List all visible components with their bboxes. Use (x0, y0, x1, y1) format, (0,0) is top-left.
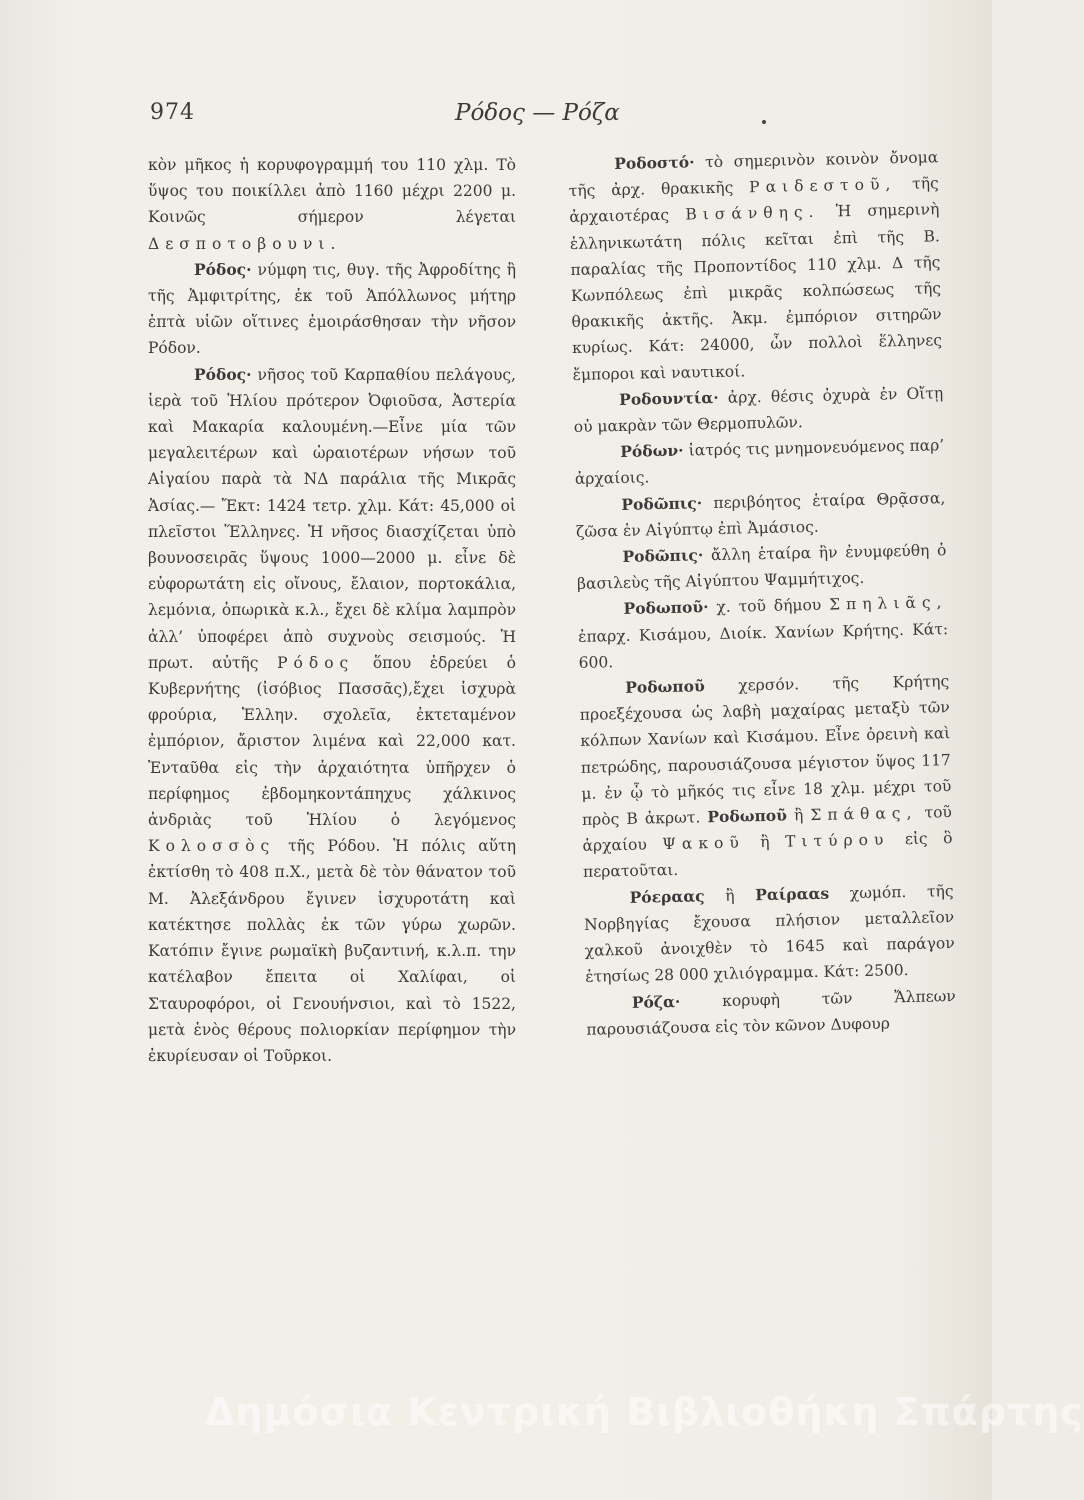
entry-continuation (148, 152, 516, 257)
spaced-name: Σπηλιᾶς, (828, 593, 948, 615)
spaced-name: Δεσποτοβουνι. (148, 234, 342, 253)
entry-text: νύμφη τις, θυγ. τῆς Ἀφροδίτης ἢ τῆς Ἀμφιτρίτης, ἐκ τοῦ Ἀπόλλωνος μήτηρ ἑπτὰ υἱῶν οἵτινες ἐμοιράσθησαν τὴν νῆσον Ρόδον. (148, 260, 516, 358)
entry-text: νῆσος τοῦ Καρπαθίου πελάγους, ἱερὰ τοῦ Ἡλίου πρότερον Ὀφιοῦσα, Ἀστερία καὶ Μακαρία καλουμένη.—Εἶνε μία τῶν μεγαλειτέρων καὶ ὡραιοτέρων νήσων τοῦ Αἰγαίου παρὰ τὰ ΝΔ παράλια τῆς Μικρᾶς Ἀσίας.— Ἔκτ: 1424 τετρ. χλμ. Κάτ: 45,000 οἱ πλεῖστοι Ἕλληνες. Ἡ νῆσος διασχίζεται ὑπὸ βουνοσειρᾶς ὕψους 1000—2000 μ. εἶνε δὲ εὐφορωτάτη εἰς οἴνους, ἔλαιον, πορτοκάλια, λεμόνια, ὀπωρικὰ κ.λ., ἔχει δὲ κλίμα λαμπρὸν ἀλλ’ ὑποφέρει ἀπὸ συχνοὺς σεισμούς. Ἡ πρωτ. αὐτῆς (148, 365, 516, 672)
entry-headword: Ροδῶπις· (621, 492, 703, 514)
entry-rodos-nymph (148, 257, 516, 362)
entry-text: χερσόν. τῆς Κρήτης προεξέχουσα ὡς λαβὴ μαχαίρας μεταξὺ τῶν κόλπων Χανίων καὶ Κισάμου. Εἶνε ὀρεινὴ καὶ πετρώδης, παρουσιάζουσα μέγιστον ὕψος 117 μ. ἐν ᾧ τὸ μῆκός τις εἶνε 18 χλμ. μέχρι τοῦ πρὸς Β ἀκρωτ. (579, 672, 952, 829)
entry-text: τὸ σημερινὸν κοινὸν ὄνομα τῆς ἀρχ. θρακικῆς (568, 148, 939, 201)
entry-text: ἢ (725, 886, 735, 905)
entry-rodosto (568, 144, 943, 388)
spaced-name: Ψακοῦ (662, 833, 745, 854)
entry-roza (586, 983, 957, 1043)
entry-headword: Ροδουντία· (618, 387, 719, 409)
entry-rodopis-2 (576, 537, 947, 597)
entry-headword: Ροδωποῦ· (623, 597, 709, 619)
entry-rodos-island (148, 362, 516, 1069)
left-column (148, 152, 516, 1069)
entry-headword: Ρόδων· (620, 440, 684, 462)
entry-text: χ. τοῦ δήμου (716, 596, 822, 617)
page-header (150, 100, 850, 134)
ink-dot (762, 120, 766, 124)
entry-text: κορυφὴ τῶν Ἄλπεων παρουσιάζουσα εἰς τὸν κῶνον Δυφουρ (586, 986, 956, 1039)
spaced-name: Ραιδεστοῦ, (748, 175, 897, 197)
spaced-name: Κολοσσὸς (148, 837, 276, 856)
entry-headword: Ραίρααs (754, 883, 830, 904)
running-head: Ρόδος — Ρόζα (455, 100, 620, 126)
entry-headword: Ροδωποῦ (625, 676, 705, 697)
entry-text: ἰατρός τις μνημονευόμενος παρ’ ἀρχαίοις. (574, 436, 945, 489)
entry-text: ἀρχ. θέσις ὀχυρὰ ἐν Οἴτῃ οὐ μακρὰν τῶν Θερμοπυλῶν. (573, 384, 944, 436)
entry-headword: Ρόδος· (194, 259, 252, 279)
entry-text: ἢ (760, 833, 770, 852)
entry-text: τοῦ ἀρχαίου (582, 803, 953, 856)
entry-text: ἐπαρχ. Κισάμου, Διοίκ. Χανίων Κρήτης. Κάτ: 600. (577, 619, 949, 672)
entry-rodopis-1 (575, 485, 946, 545)
page-number: 974 (150, 100, 195, 125)
entry-text: κὸν μῆκος ἡ κορυφογραμμή του 110 χλμ. Τὸ ὕψος του ποικίλλει ἀπὸ 1160 μέχρι 2200 μ. Κοινῶς σήμερον λέγεται (148, 156, 516, 227)
entry-headword: Ροδοστό· (614, 152, 695, 174)
library-watermark: Δημόσια Κεντρική Βιβλιοθήκη Σπάρτης (205, 1390, 1084, 1434)
entry-text: ἢ (793, 806, 804, 825)
entry-rodountia (573, 380, 944, 440)
entry-rodopou-village (577, 590, 949, 676)
spaced-name: Τιτύρου (784, 830, 890, 851)
entry-text: τῆς Ρόδου. Ἡ πόλις αὕτη ἐκτίσθη τὸ 408 π.Χ., μετὰ δὲ τὸν θάνατον τοῦ Μ. Ἀλεξάνδρου ἔγινεν ἰσχυροτάτη καὶ κατέκτησε πολλὰς ἐκ τῶν γύρω χωρῶν. Κατόπιν ἔγινε ρωμαϊκὴ βυζαντινή, κ.λ.π. την κατέλαβον ἔπειτα οἱ Χαλίφαι, οἱ Σταυροφόροι, οἱ Γενουήνσιοι, καὶ τὸ 1522, μετὰ ἑνὸς θέρους πολιορκίαν περίφημον τὴν ἐκυρίευσαν οἱ Τοῦρκοι. (148, 837, 516, 1065)
entry-text: Ἡ σημερινὴ ἑλληνικωτάτη πόλις κεῖται ἐπὶ τῆς Β. παραλίας τῆς Προποντίδος 110 χλμ. Δ τῆς Κωνπόλεως ἐπὶ μικρᾶς κολπώσεως τῆς θρακικῆς ἀκτῆς. Ἀκμ. ἐμπόριον σιτηρῶν κυρίως. Κάτ: 24000, ὧν πολλοὶ ἕλληνες ἔμποροι καὶ ναυτικοί. (569, 200, 943, 384)
spaced-name: Βισάνθης. (685, 203, 820, 224)
entry-headword: Ρόζα· (631, 991, 681, 1012)
entry-text: ὅπου ἑδρεύει ὁ Κυβερνήτης (ἰσόβιος Πασσᾶς),ἔχει ἰσχυρὰ φρούρια, Ἑλλην. σχολεῖα, ἐκτεταμένον ἐμπόριον, ἄριστον λιμένα καὶ 22,000 κατ. Ἐνταῦθα εἰς τὴν ἀρχαιότητα ὑπῆρχεν ὁ περίφημος ἑβδομηκοντάπηχυς χάλκινος ἀνδριὰς τοῦ Ἡλίου ὁ λεγόμενος (148, 653, 516, 830)
entry-rodon (574, 432, 945, 492)
entry-text: περιβόητος ἑταίρα Θρᾷσσα, ζῶσα ἐν Αἰγύπτῳ ἐπὶ Ἀμάσιος. (575, 488, 946, 541)
entry-headword: Ρόεραας (629, 885, 705, 907)
entry-text: χωμόπ. τῆς Νορβηγίας ἔχουσα πλήσιον μεταλλεῖον χαλκοῦ ἀνοιχθὲν τὸ 1645 καὶ παράγον ἐτησίως 28 000 χιλιόγραμμα. Κάτ: 2500. (583, 881, 955, 987)
entry-roeraas (583, 878, 955, 991)
spaced-name: Ρόδος (277, 653, 355, 672)
entry-text: ἄλλη ἑταίρα ἣν ἐνυμφεύθη ὁ βασιλεὺς τῆς Αἰγύπτου Ψαμμήτιχος. (576, 541, 947, 594)
entry-text: τῆς ἀρχαιοτέρας (569, 174, 939, 227)
right-column (568, 144, 957, 1042)
entry-headword: Ρόδος· (194, 364, 252, 384)
entry-headword: Ροδῶπις· (622, 545, 704, 566)
entry-rodopou-peninsula (579, 668, 953, 885)
entry-headword: Ροδωποῦ (707, 805, 788, 827)
spaced-name: Σπάθας, (810, 803, 918, 825)
entry-text: εἰς ὃ περατοῦται. (582, 829, 953, 882)
